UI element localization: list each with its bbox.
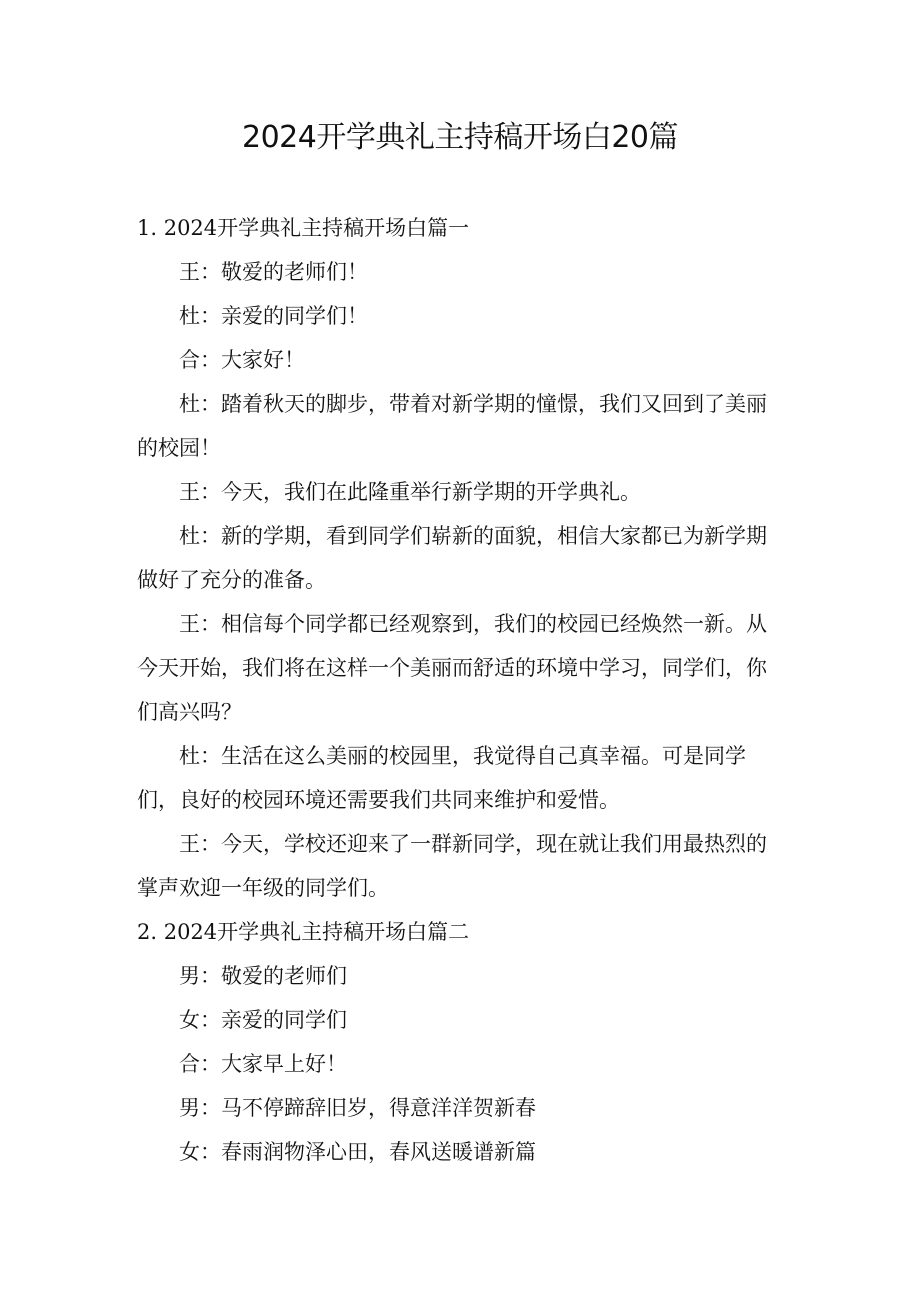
dialogue-line: 杜：生活在这么美丽的校园里，我觉得自己真幸福。可是同学们，良好的校园环境还需要我们共同来维护和爱惜。 — [137, 744, 746, 812]
dialogue-line: 杜：新的学期，看到同学们崭新的面貌，相信大家都已为新学期做好了充分的准备。 — [137, 524, 767, 592]
dialogue-line: 女：亲爱的同学们 — [179, 1008, 347, 1032]
dialogue-line: 王：敬爱的老师们！ — [179, 260, 368, 284]
dialogue-line: 杜：踏着秋天的脚步，带着对新学期的憧憬，我们又回到了美丽的校园！ — [137, 392, 767, 460]
section-heading: 1. 2024开学典礼主持稿开场白篇一 — [137, 216, 470, 240]
dialogue-line: 合：大家早上好！ — [179, 1052, 347, 1076]
dialogue-line: 男：马不停蹄辞旧岁，得意洋洋贺新春 — [179, 1096, 536, 1120]
dialogue-line: 女：春雨润物泽心田，春风送暖谱新篇 — [179, 1140, 536, 1164]
dialogue-line: 王：今天，我们在此隆重举行新学期的开学典礼。 — [179, 480, 641, 504]
dialogue-line: 男：敬爱的老师们 — [179, 964, 347, 988]
dialogue-line: 合：大家好！ — [179, 348, 305, 372]
document-title: 2024开学典礼主持稿开场白20篇 — [241, 120, 679, 155]
dialogue-line: 王：今天，学校还迎来了一群新同学，现在就让我们用最热烈的掌声欢迎一年级的同学们。 — [137, 832, 767, 900]
document-body — [137, 206, 787, 1174]
dialogue-line: 王：相信每个同学都已经观察到，我们的校园已经焕然一新。从今天开始，我们将在这样一个美丽而舒适的环境中学习，同学们，你们高兴吗？ — [137, 612, 767, 724]
section-heading: 2. 2024开学典礼主持稿开场白篇二 — [137, 920, 470, 944]
dialogue-line: 杜：亲爱的同学们！ — [179, 304, 368, 328]
